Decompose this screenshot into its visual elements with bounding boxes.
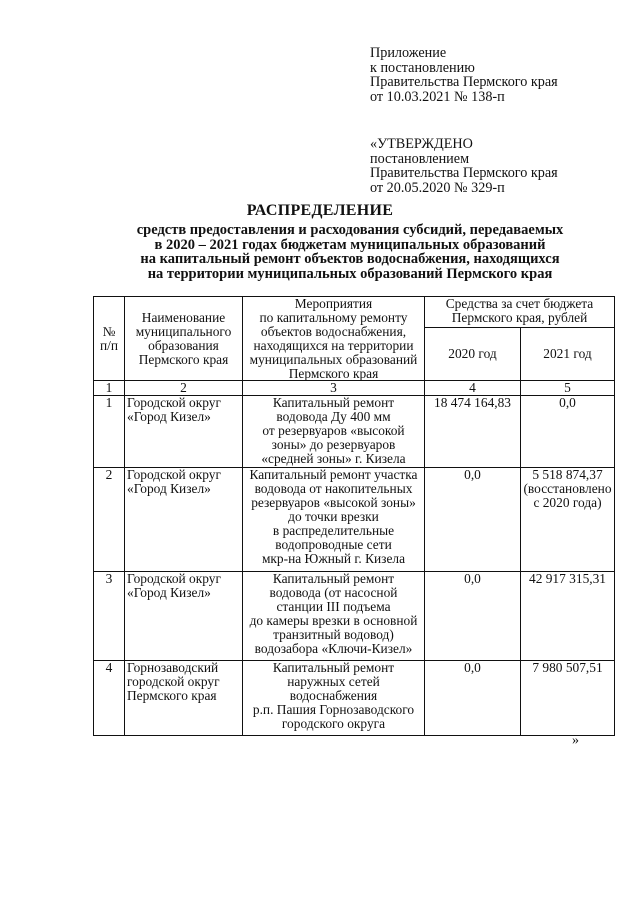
column-number: 4 [425,381,521,396]
measure-line: водовода (от насосной [269,585,398,601]
header-measures-line: по капитальному ремонту [259,309,408,325]
document-subtitle [90,223,610,281]
header-measures [243,297,425,381]
header-num-line: п/п [99,337,119,353]
row-num: 3 [94,572,125,661]
measure-line: водовода Ду 400 мм [276,409,391,425]
measure-line: городского округа [281,715,386,731]
header-measures-line: Мероприятия [294,296,373,311]
table-row [94,572,615,661]
appendix-line: Правительства Пермского края [370,74,558,90]
row-amount-2020: 0,0 [425,468,521,572]
measure-line: р.п. Пашия Горнозаводского [252,702,415,718]
row-municipality [125,661,243,736]
table-row [94,396,615,468]
header-name-line: Пермского края [138,351,229,367]
distribution-table [93,296,615,736]
municipality-line: Пермского края [127,688,217,704]
row-amount-2020: 0,0 [425,661,521,736]
municipality-line: Горнозаводский [127,660,219,676]
row-amount-2021 [521,572,615,661]
measure-line: Капитальный ремонт [272,571,395,587]
measure-line: в распределительные [272,522,395,538]
header-name-line: муниципального [135,323,232,339]
row-amount-2021 [521,661,615,736]
measure-line: от резервуаров «высокой [262,423,405,439]
measure-line: мкр-на Южный г. Кизела [261,550,406,566]
measure-line: транзитный водовод) [273,626,394,642]
measure-line: Капитальный ремонт [272,395,395,411]
column-number: 2 [125,381,243,396]
header-num [94,297,125,381]
measure-line: «средней зоны» г. Кизела [261,450,406,466]
municipality-line: городской округ [127,674,220,690]
approved-line: «УТВЕРЖДЕНО [370,136,473,152]
row-measure [243,396,425,468]
header-measures-line: Пермского края [288,365,379,381]
appendix-line: от 10.03.2021 № 138-п [370,88,505,105]
column-number: 3 [243,381,425,396]
row-measure [243,661,425,736]
column-number: 1 [94,381,125,396]
approved-line: от 20.05.2020 № 329-п [370,179,505,196]
subtitle-line: на территории муниципальных образований Пермского края [147,265,553,282]
document-title: РАСПРЕДЕЛЕНИЕ [246,202,394,219]
subtitle-line: в 2020 – 2021 годах бюджетам муниципальных образований [154,236,546,253]
appendix-line: Приложение [370,45,447,61]
row-municipality [125,468,243,572]
measure-line: Капитальный ремонт участка [249,467,418,483]
row-amount-2020: 18 474 164,83 [425,396,521,468]
header-funds [425,297,615,328]
amount-2021-line: 42 917 315,31 [529,571,606,587]
table-row [94,661,615,736]
subtitle-line: на капитальный ремонт объектов водоснабжения, находящихся [140,251,560,268]
measure-line: Капитальный ремонт [272,660,395,676]
appendix-line: к постановлению [370,59,475,76]
row-measure [243,468,425,572]
row-amount-2021 [521,396,615,468]
measure-line: наружных сетей [287,674,380,690]
header-measures-line: находящихся на территории [253,337,414,353]
amount-2021-line: 7 980 507,51 [532,660,603,676]
approved-line: постановлением [370,150,470,167]
measure-line: станции III подъема [276,599,391,615]
row-num: 4 [94,661,125,736]
row-measure [243,572,425,661]
measure-line: зоны» до резервуаров [271,437,396,453]
measure-line: водопроводные сети [275,536,392,552]
row-num: 2 [94,468,125,572]
header-measures-line: муниципальных образований [249,351,418,367]
approved-line: Правительства Пермского края [370,165,558,181]
row-num: 1 [94,396,125,468]
municipality-line: «Город Кизел» [127,585,211,601]
header-name [125,297,243,381]
header-funds-line: Средства за счет бюджета [445,296,594,311]
amount-2021-line: 5 518 874,37 [532,467,603,483]
row-municipality [125,572,243,661]
municipality-line: Городской округ [127,395,221,411]
row-municipality [125,396,243,468]
measure-line: водозабора «Ключи-Кизел» [254,640,413,656]
measure-line: до точки врезки [288,509,379,525]
row-amount-2020: 0,0 [425,572,521,661]
subtitle-line: средств предоставления и расходования субсидий, передаваемых [136,222,564,238]
table-row [94,468,615,572]
row-amount-2021 [521,468,615,572]
municipality-line: Городской округ [127,571,221,587]
header-2021: 2021 год [521,328,615,381]
measure-line: резервуаров «высокой зоны» [251,495,416,511]
appendix-note [370,46,558,104]
header-name-line: образования [148,337,219,353]
header-measures-line: объектов водоснабжения, [260,323,407,339]
measure-line: водоснабжения [289,688,378,704]
header-name-line: Наименование [141,309,226,325]
amount-2021-line: с 2020 года) [533,495,602,511]
municipality-line: Городской округ [127,467,221,483]
column-number-row [94,381,615,396]
header-2020: 2020 год [425,328,521,381]
measure-line: до камеры врезки в основной [249,613,418,629]
amount-2021-line: 0,0 [559,395,576,411]
closing-quote: » [572,733,579,748]
column-number: 5 [521,381,615,396]
approval-stamp-text [370,137,558,195]
measure-line: водовода от накопительных [254,481,413,497]
municipality-line: «Город Кизел» [127,481,211,497]
header-funds-line: Пермского края, рублей [451,309,588,325]
header-num-line: № [102,323,116,339]
amount-2021-line: (восстановлено [523,481,612,497]
municipality-line: «Город Кизел» [127,409,211,425]
header-row [94,297,615,328]
